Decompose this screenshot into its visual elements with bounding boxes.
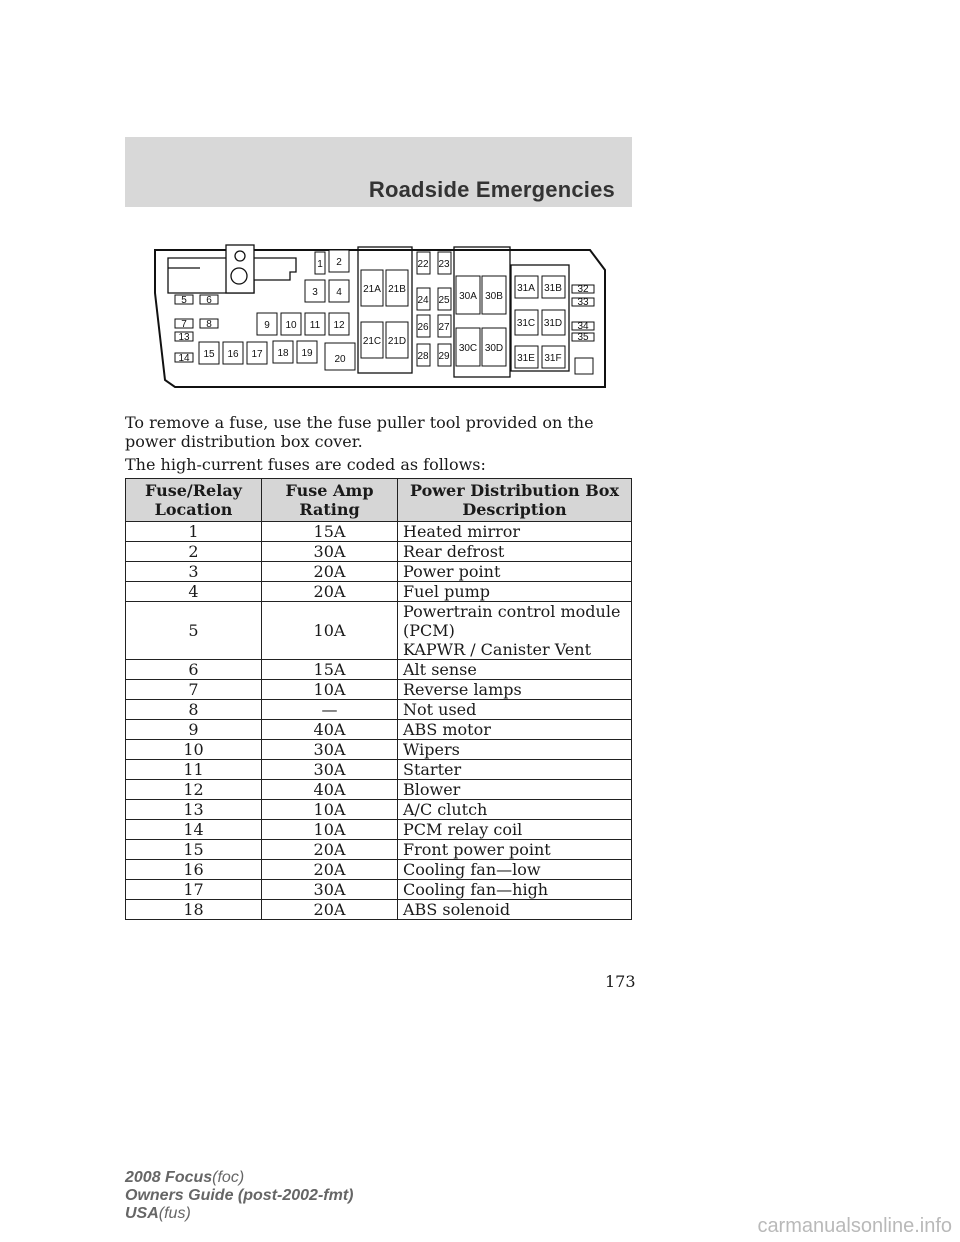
cell-rating: 20A [262,860,398,880]
fuse-5 [175,295,193,306]
cell-rating: 10A [262,680,398,700]
cell-rating: 10A [262,800,398,820]
cell-description: ABS motor [398,720,632,740]
cell-location: 7 [126,680,262,700]
svg-text:17: 17 [251,349,263,360]
fuse-15 [199,342,219,364]
svg-text:31A: 31A [517,283,535,294]
fuse-10 [281,313,301,335]
cell-rating: 20A [262,900,398,920]
cell-rating: 40A [262,720,398,740]
header-location: Fuse/Relay Location [126,479,262,522]
table-row [126,840,632,860]
fuse-11 [305,313,325,335]
relay-31a [515,276,538,298]
svg-text:16: 16 [227,349,239,360]
svg-text:32: 32 [577,284,589,295]
cell-rating: 30A [262,880,398,900]
svg-text:31C: 31C [516,318,536,329]
svg-text:30B: 30B [485,291,503,302]
relay-31b [542,276,565,298]
svg-text:34: 34 [577,321,589,332]
cell-location: 5 [126,602,262,660]
table-row [126,660,632,680]
table-row [126,700,632,720]
cell-location: 14 [126,820,262,840]
fuse-1 [315,252,325,274]
document-footer: 2008 Focus(foc) Owners Guide (post-2002-fmt) USA(fus) [125,1169,354,1222]
svg-text:21A: 21A [363,284,381,295]
svg-text:7: 7 [181,319,187,330]
svg-text:30D: 30D [484,343,504,354]
svg-text:2: 2 [336,257,342,268]
svg-text:31D: 31D [543,318,563,329]
svg-text:14: 14 [178,353,190,364]
svg-text:21B: 21B [388,284,406,295]
cell-description: Reverse lamps [398,680,632,700]
svg-text:26: 26 [417,322,429,333]
cell-description: Cooling fan—high [398,880,632,900]
cell-description: Rear defrost [398,542,632,562]
svg-text:18: 18 [277,348,289,359]
cell-description: Blower [398,780,632,800]
svg-text:23: 23 [438,259,450,270]
svg-text:11: 11 [309,320,321,331]
svg-text:22: 22 [417,259,429,270]
cell-description: Starter [398,760,632,780]
table-row [126,582,632,602]
cell-rating: 20A [262,840,398,860]
section-header-band [125,137,632,207]
table-row [126,602,632,660]
fuse-16 [223,342,243,364]
fuse-8 [200,319,218,330]
svg-text:4: 4 [336,287,342,298]
cell-description: Alt sense [398,660,632,680]
fuse-34 [572,321,594,332]
table-row [126,720,632,740]
cell-description: Power point [398,562,632,582]
cell-location: 2 [126,542,262,562]
spare-slot [575,358,593,374]
cell-description: Heated mirror [398,522,632,542]
cell-location: 3 [126,562,262,582]
relay-31f [542,346,565,368]
svg-text:5: 5 [181,295,187,306]
fuse-22 [417,252,430,274]
fuse-33 [572,297,594,308]
table-row [126,760,632,780]
svg-text:31F: 31F [544,353,562,364]
cell-description: Powertrain control module (PCM) KAPWR / Canister Vent [398,602,632,660]
fuse-12 [329,313,349,335]
cell-location: 10 [126,740,262,760]
cell-location: 18 [126,900,262,920]
table-row [126,680,632,700]
fuse-2 [329,250,349,272]
cell-location: 9 [126,720,262,740]
fuse-23 [438,252,451,274]
cell-description: Not used [398,700,632,720]
cell-rating: 20A [262,562,398,582]
svg-text:21C: 21C [362,336,382,347]
fuse-4 [329,280,349,302]
table-row [126,860,632,880]
header-description: Power Distribution Box Description [398,479,632,522]
fuse-35 [572,332,594,343]
fuse-27 [438,315,451,337]
svg-text:6: 6 [206,295,212,306]
svg-text:30C: 30C [458,343,478,354]
table-row [126,780,632,800]
cell-rating: 15A [262,660,398,680]
table-row [126,900,632,920]
fuse-box-diagram [150,240,606,392]
relay-21b [386,270,408,306]
instruction-paragraph: To remove a fuse, use the fuse puller tool provided on the power distribution box cover. [125,413,594,451]
svg-text:27: 27 [438,322,450,333]
relay-21c [361,322,383,358]
relay-21a [361,270,383,306]
cell-rating: 30A [262,542,398,562]
cell-location: 8 [126,700,262,720]
table-row [126,562,632,582]
relay-31c [515,310,538,335]
svg-text:8: 8 [206,319,212,330]
fuse-19 [297,341,317,363]
svg-text:25: 25 [438,295,450,306]
svg-text:20: 20 [334,354,346,365]
cell-rating: 10A [262,820,398,840]
fuse-9 [257,313,277,335]
page-number: 173 [605,972,636,991]
relay-31e [515,346,538,368]
cell-description: ABS solenoid [398,900,632,920]
relay-31d [542,310,565,335]
fuse-table [125,478,632,920]
cell-location: 6 [126,660,262,680]
cell-location: 16 [126,860,262,880]
table-row [126,542,632,562]
svg-text:15: 15 [203,349,215,360]
svg-text:30A: 30A [459,291,477,302]
cell-location: 11 [126,760,262,780]
table-intro-paragraph: The high-current fuses are coded as follows: [125,455,486,474]
fuse-17 [247,342,267,364]
fuse-28 [417,344,430,366]
table-row [126,522,632,542]
table-row [126,800,632,820]
svg-text:3: 3 [312,287,318,298]
svg-text:24: 24 [417,295,429,306]
svg-text:29: 29 [438,351,450,362]
fuse-6 [200,295,218,306]
fuse-32 [572,284,594,295]
fuse-25 [438,288,451,310]
relay-21d [386,322,408,358]
cell-rating: — [262,700,398,720]
section-title: Roadside Emergencies [368,177,615,202]
header-rating: Fuse Amp Rating [262,479,398,522]
cell-description: Front power point [398,840,632,860]
relay-30d [482,328,506,366]
cell-rating: 20A [262,582,398,602]
table-header-row [126,479,632,522]
svg-text:19: 19 [301,348,313,359]
cell-location: 13 [126,800,262,820]
cell-rating: 10A [262,602,398,660]
fuse-20 [325,343,355,370]
watermark: carmanualsonline.info [757,1215,952,1237]
svg-text:31B: 31B [544,283,562,294]
svg-text:12: 12 [333,320,345,331]
cell-rating: 30A [262,740,398,760]
fuse-7 [175,319,193,330]
table-row [126,880,632,900]
svg-text:1: 1 [317,259,323,270]
cell-description: Fuel pump [398,582,632,602]
cell-location: 1 [126,522,262,542]
cell-rating: 30A [262,760,398,780]
cell-description: A/C clutch [398,800,632,820]
cell-rating: 40A [262,780,398,800]
fuse-3 [305,280,325,302]
svg-text:13: 13 [178,332,190,343]
fuse-14 [175,353,193,364]
svg-text:10: 10 [285,320,297,331]
relay-30a [456,276,480,314]
cell-description: Wipers [398,740,632,760]
table-row [126,820,632,840]
fuse-13 [175,332,193,343]
fuse-26 [417,315,430,337]
svg-text:31E: 31E [517,353,535,364]
cell-description: PCM relay coil [398,820,632,840]
table-row [126,740,632,760]
svg-text:21D: 21D [387,336,407,347]
fuse-18 [273,341,293,363]
svg-text:33: 33 [577,297,589,308]
cell-location: 4 [126,582,262,602]
cell-description: Cooling fan—low [398,860,632,880]
svg-text:9: 9 [264,320,270,331]
svg-text:28: 28 [417,351,429,362]
cell-location: 12 [126,780,262,800]
fuse-29 [438,344,451,366]
relay-30c [456,328,480,366]
cell-rating: 15A [262,522,398,542]
cell-location: 17 [126,880,262,900]
cell-location: 15 [126,840,262,860]
relay-30b [482,276,506,314]
svg-text:35: 35 [577,332,589,343]
fuse-24 [417,288,430,310]
